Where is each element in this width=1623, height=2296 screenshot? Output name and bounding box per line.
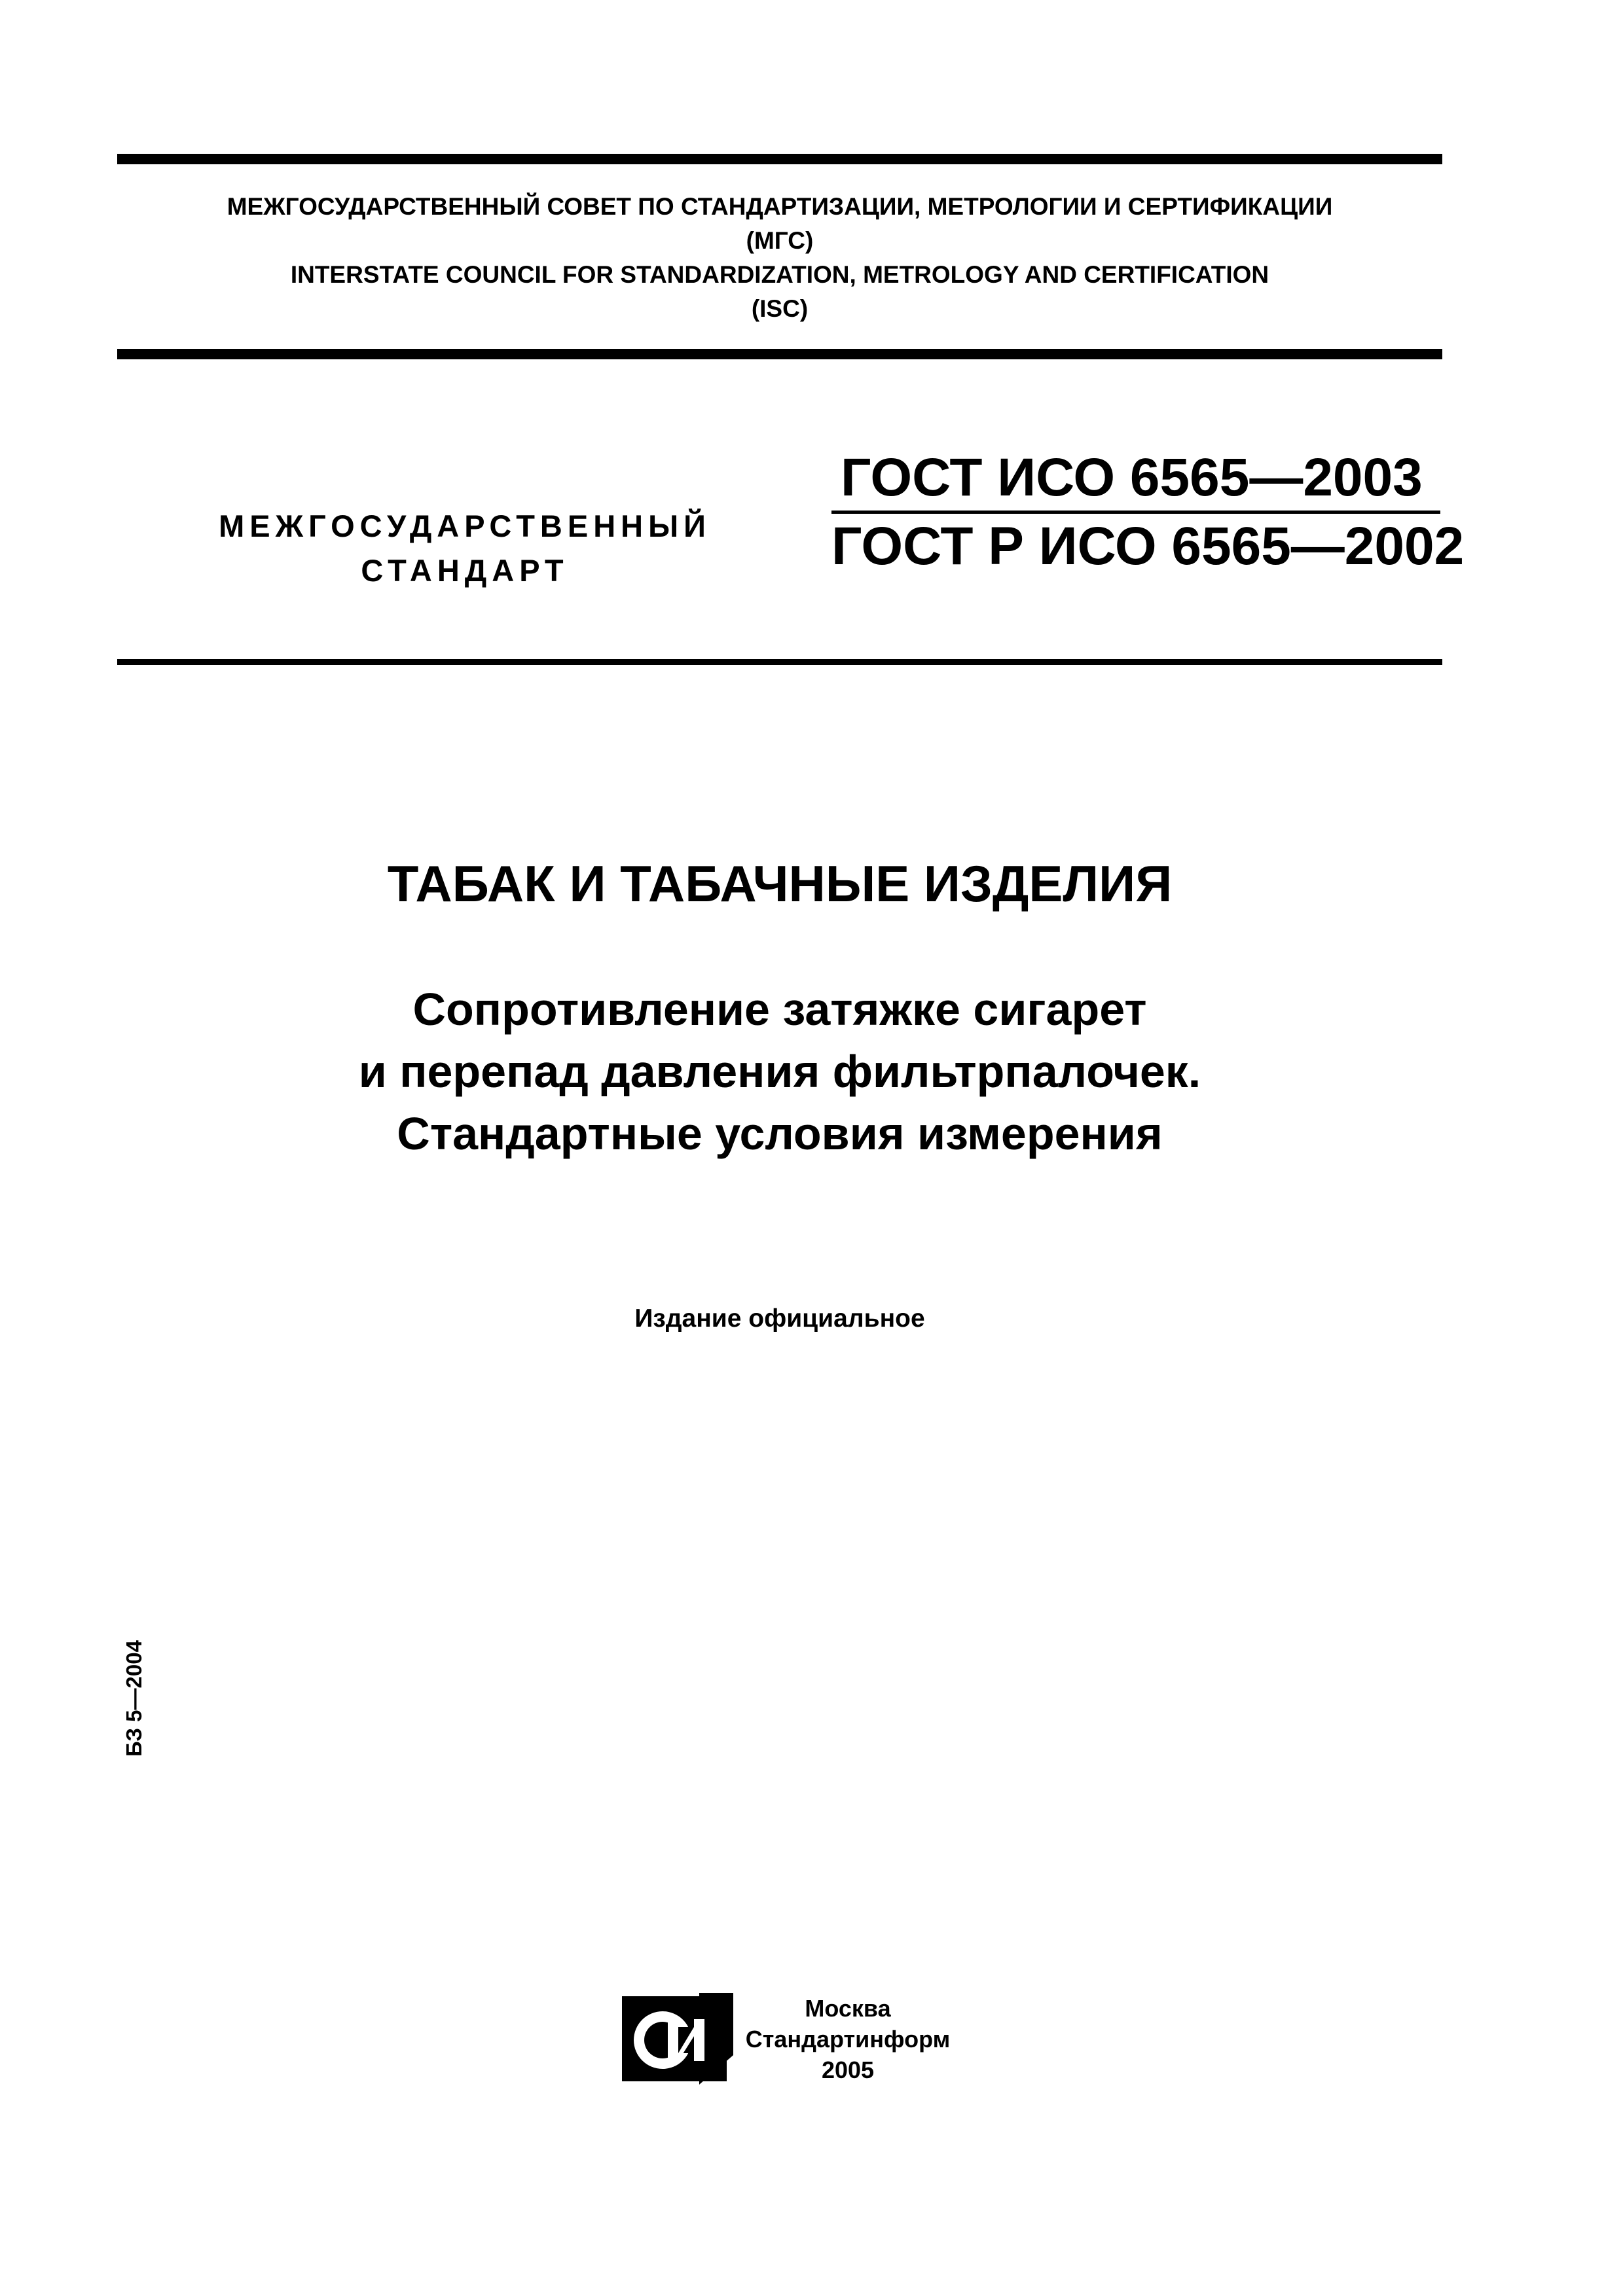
bottom-rule [117,659,1442,665]
document-subtitle [117,978,1442,1165]
subtitle-line2: и перепад давления фильтрпалочек. [358,1046,1201,1097]
council-name-ru: МЕЖГОСУДАРСТВЕННЫЙ СОВЕТ ПО СТАНДАРТИЗАЦИИ, МЕТРОЛОГИИ И СЕРТИФИКАЦИИ [227,193,1333,220]
side-code: БЗ 5—2004 [122,1640,146,1757]
publisher-city: Москва [805,1995,891,2022]
publisher-block [743,1993,953,2085]
council-abbr-ru: (МГС) [746,227,814,254]
standard-kind-line2: СТАНДАРТ [361,553,569,588]
designation-primary: ГОСТ ИСО 6565—2003 [841,448,1423,507]
middle-rule [117,349,1442,359]
standard-kind [183,504,746,593]
council-abbr-en: (ISC) [751,295,809,322]
standard-kind-line1: МЕЖГОСУДАРСТВЕННЫЙ [219,509,711,543]
publisher-year: 2005 [821,2056,875,2083]
subtitle-line1: Сопротивление затяжке сигарет [412,984,1147,1035]
document-title: ТАБАК И ТАБАЧНЫЕ ИЗДЕЛИЯ [387,855,1173,912]
publisher-logo-icon [622,1993,733,2085]
top-rule [117,154,1442,164]
standard-designations [831,445,1465,579]
council-header [117,190,1442,326]
council-name-en: INTERSTATE COUNCIL FOR STANDARDIZATION, METROLOGY AND CERTIFICATION [290,261,1269,288]
designation-secondary: ГОСТ Р ИСО 6565—2002 [831,516,1465,576]
edition-note: Издание официальное [634,1304,925,1333]
subtitle-line3: Стандартные условия измерения [397,1108,1163,1159]
publisher-name: Стандартинформ [745,2026,951,2053]
